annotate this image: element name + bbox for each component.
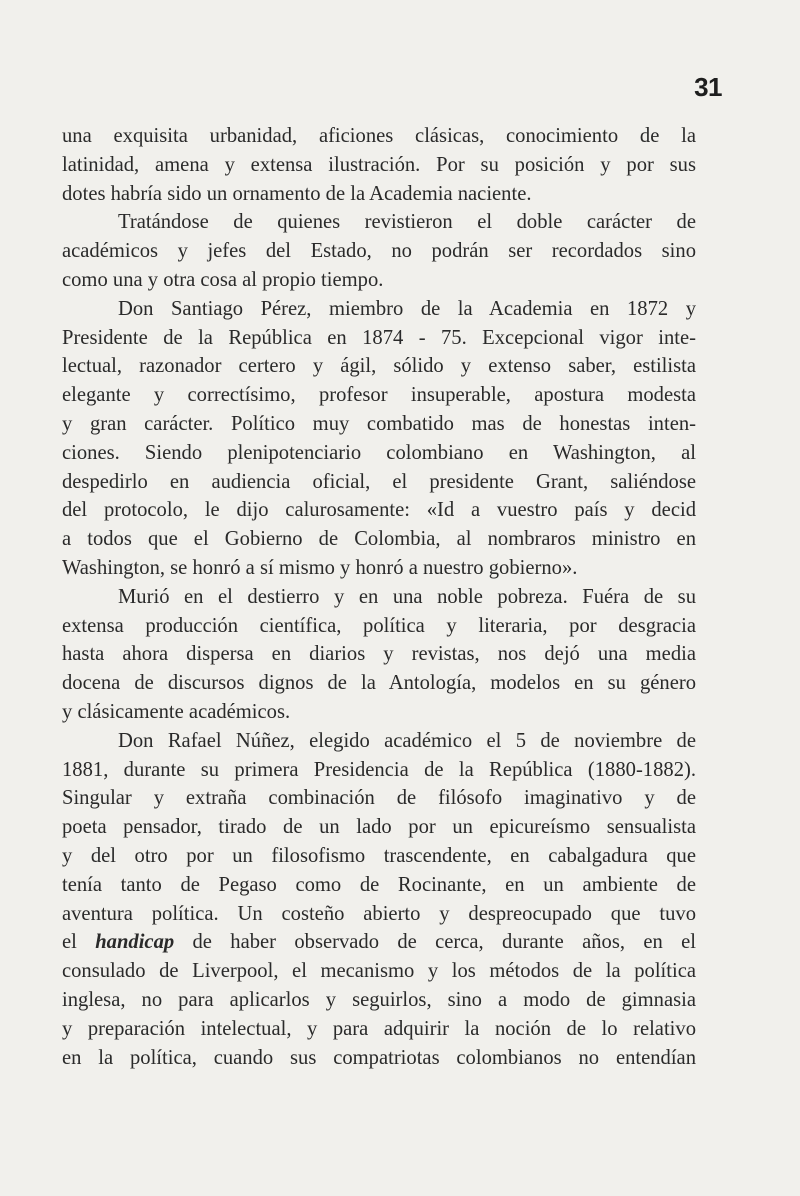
text-line: lectual, razonador certero y ágil, sólido y extenso saber, estilista [62,355,696,378]
text-line: Tratándose de quienes revistieron el doble carácter de [118,211,696,234]
paragraph [62,295,696,583]
text-line: el handicap de haber observado de cerca, durante años, en el [62,931,696,954]
text-line: académicos y jefes del Estado, no podrán ser recordados sino [62,240,696,263]
text-line: aventura política. Un costeño abierto y despreocupado que tuvo [62,902,696,925]
text-line: Murió en el destierro y en una noble pobreza. Fuéra de su [118,585,696,608]
text-line: elegante y correctísimo, profesor insuperable, apostura modesta [62,384,696,407]
text-line: Don Santiago Pérez, miembro de la Academia en 1872 y [118,297,696,320]
text-line: dotes habría sido un ornamento de la Academia naciente. [62,182,532,205]
paragraph [62,208,696,294]
text-line: Singular y extraña combinación de filósofo imaginativo y de [62,787,696,810]
text-line: una exquisita urbanidad, aficiones clásicas, conocimiento de la [62,125,696,147]
text-line: y preparación intelectual, y para adquirir la noción de lo relativo [62,1017,696,1040]
paragraph [62,122,696,208]
text-line: 1881, durante su primera Presidencia de la República (1880-1882). [62,758,696,781]
text-line: y del otro por un filosofismo trascendente, en cabalgadura que [62,844,696,867]
text-line: consulado de Liverpool, el mecanismo y los métodos de la política [62,960,696,983]
text-line: y gran carácter. Político muy combatido mas de honestas inten- [62,412,696,435]
text-line: inglesa, no para aplicarlos y seguirlos, sino a modo de gimnasia [62,988,696,1011]
text-line: del protocolo, le dijo calurosamente: «Id a vuestro país y decid [62,499,696,522]
text-line: docena de discursos dignos de la Antología, modelos en su género [62,672,696,695]
paragraph [62,727,696,1073]
page-number: 31 [694,72,722,102]
text-line: despedirlo en audiencia oficial, el presidente Grant, saliéndose [62,470,696,493]
italic-term: handicap [95,931,175,954]
text-line: como una y otra cosa al propio tiempo. [62,268,384,291]
text-line: tenía tanto de Pegaso como de Rocinante, en un ambiente de [62,873,696,896]
text-line: Don Rafael Núñez, elegido académico el 5 de noviembre de [118,729,696,752]
text-line: y clásicamente académicos. [62,700,291,723]
text-line: hasta ahora dispersa en diarios y revistas, nos dejó una media [62,643,696,666]
text-line: poeta pensador, tirado de un lado por un epicureísmo sensualista [62,816,696,839]
text-line: a todos que el Gobierno de Colombia, al nombraros ministro en [62,528,696,551]
paragraph [62,583,696,727]
body-text [62,122,696,1072]
text-line: en la política, cuando sus compatriotas colombianos no entendían [62,1046,696,1069]
text-line: extensa producción científica, política y literaria, por desgracia [62,614,696,637]
text-line: Presidente de la República en 1874 - 75. Excepcional vigor inte- [62,326,696,349]
text-line: ciones. Siendo plenipotenciario colombiano en Washington, al [62,441,696,464]
text-line: latinidad, amena y extensa ilustración. Por su posición y por sus [62,153,696,176]
text-line: Washington, se honró a sí mismo y honró a nuestro gobierno». [62,556,578,579]
